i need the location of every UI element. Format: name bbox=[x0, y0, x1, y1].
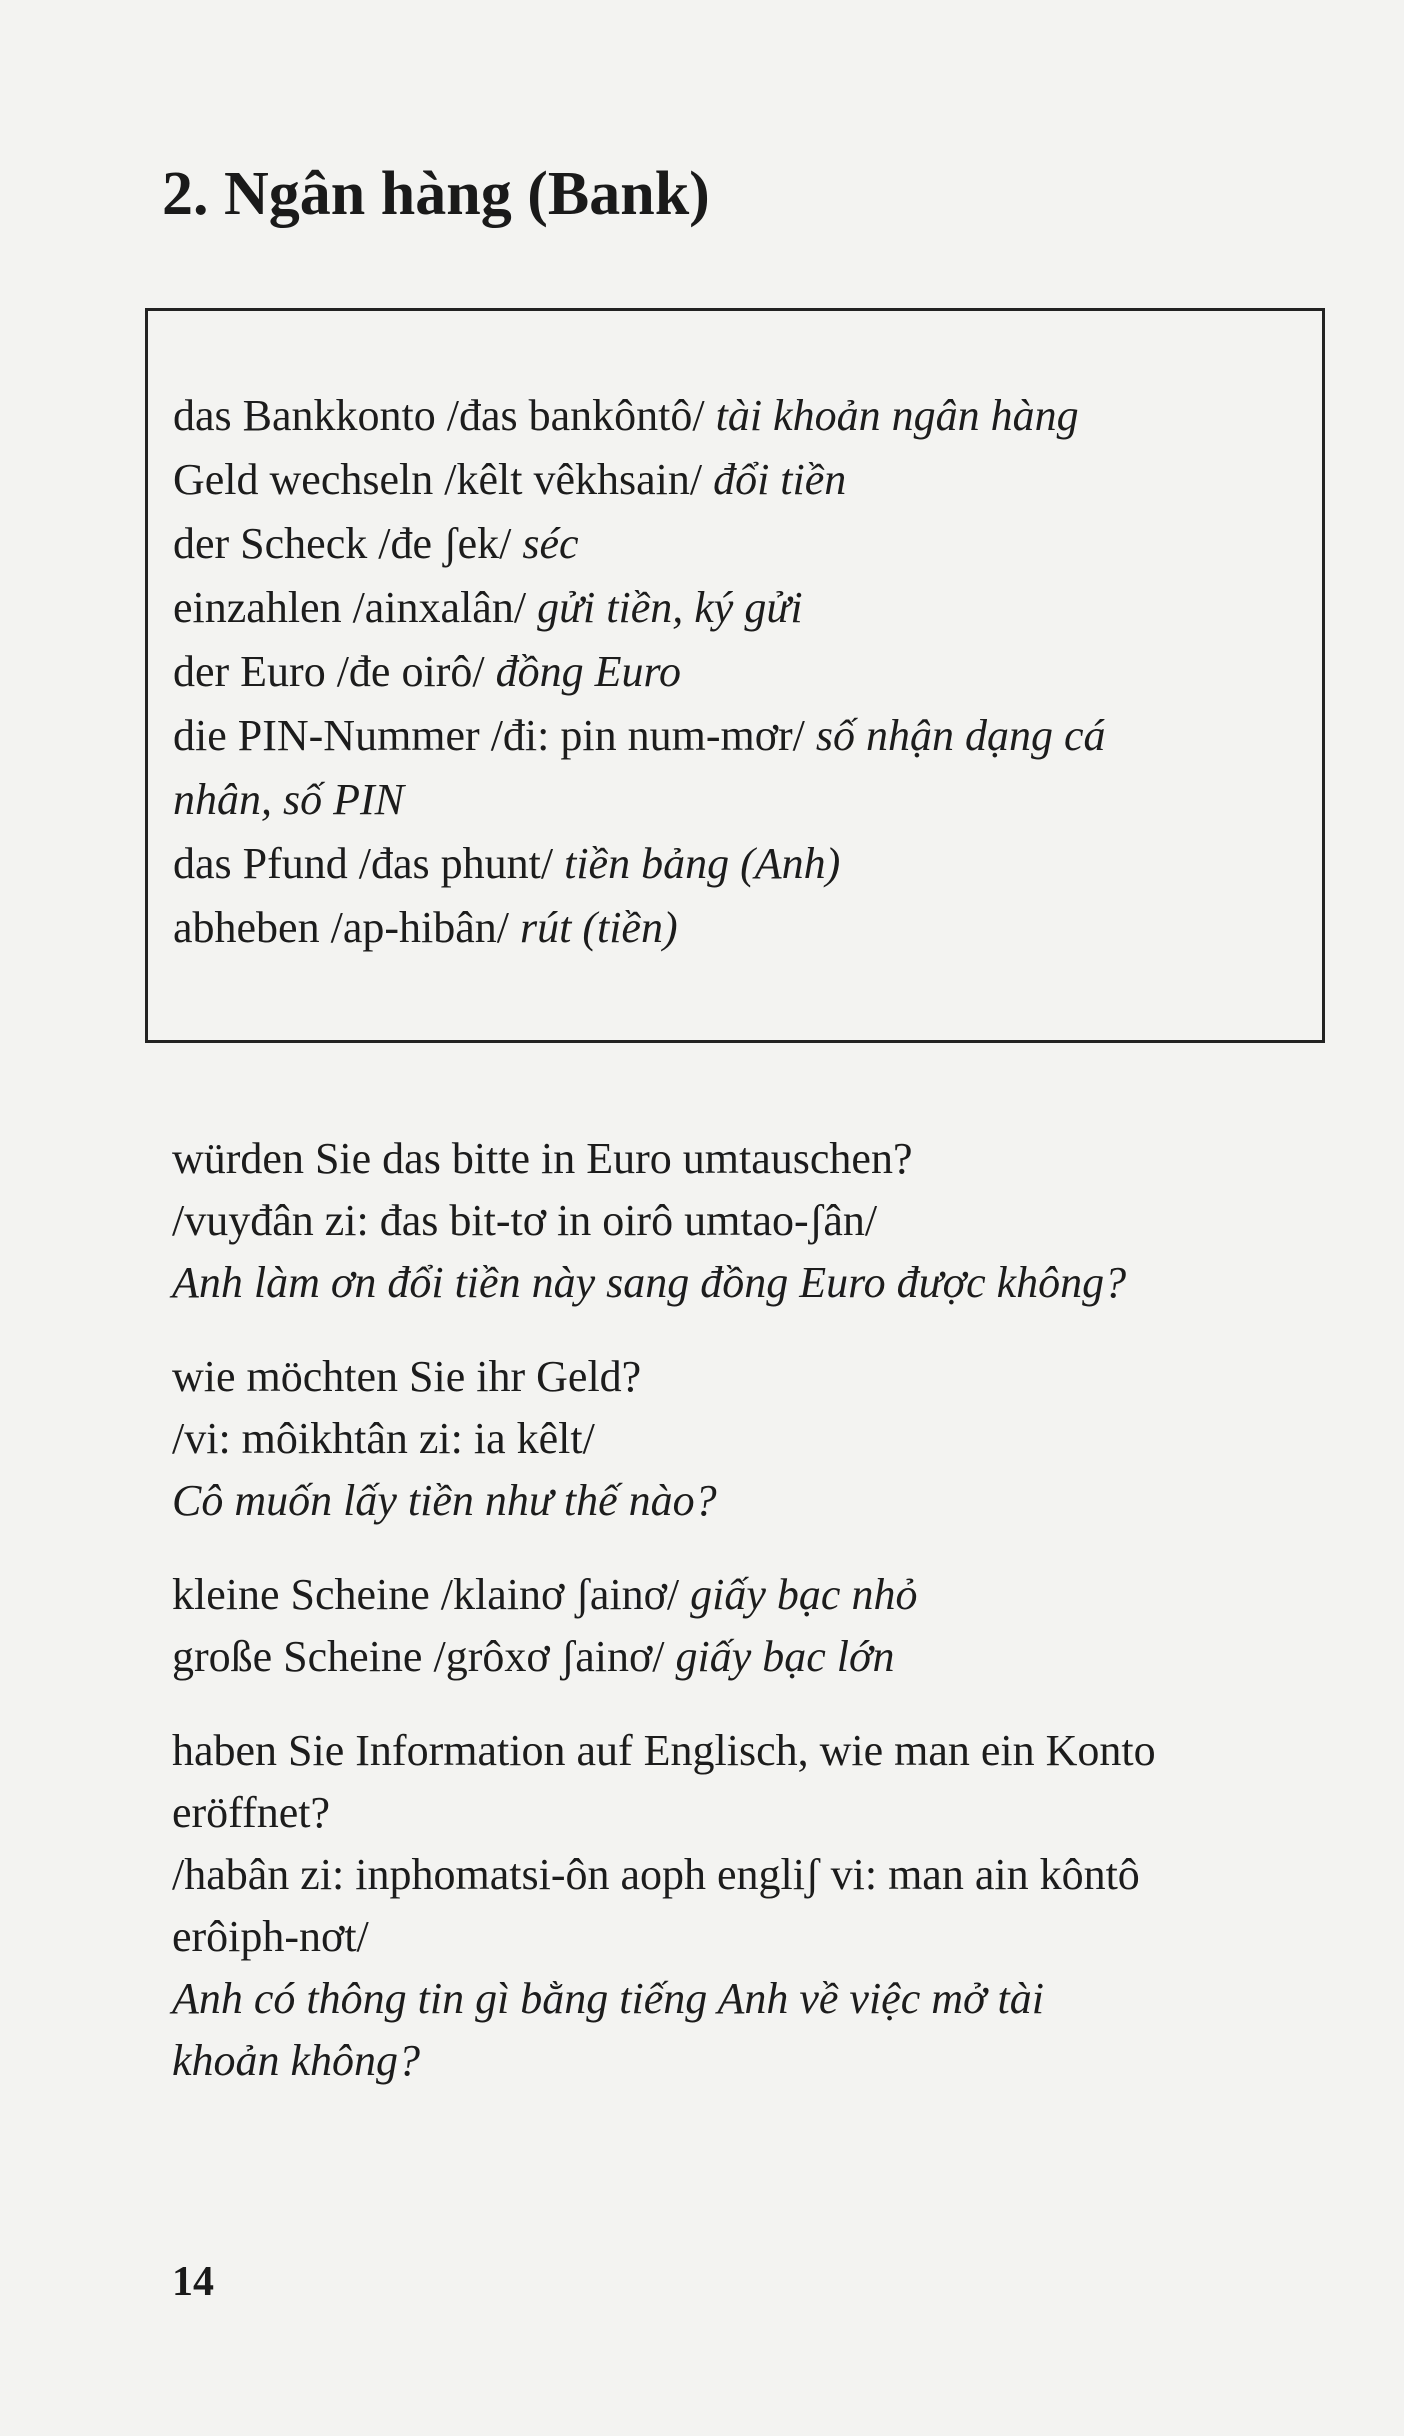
german-sentence: wie möchten Sie ihr Geld? bbox=[172, 1352, 642, 1401]
vocab-entry bbox=[173, 512, 1303, 576]
phrase-account-info bbox=[172, 1720, 1332, 2092]
vocab-entry bbox=[173, 576, 1303, 640]
vocab-meaning: gửi tiền, ký gửi bbox=[537, 583, 803, 632]
vocab-meaning: tiền bảng (Anh) bbox=[564, 839, 841, 888]
pronunciation-continued: erôiph-nơt/ bbox=[172, 1912, 369, 1961]
vietnamese-translation: Anh có thông tin gì bằng tiếng Anh về việc mở tài bbox=[172, 1974, 1044, 2023]
vocab-entry bbox=[173, 448, 1303, 512]
section-heading: 2. Ngân hàng (Bank) bbox=[162, 160, 710, 228]
vocab-term: einzahlen /ainxalân/ bbox=[173, 583, 538, 632]
phrase-notes bbox=[172, 1564, 1332, 1688]
vietnamese-translation: Cô muốn lấy tiền như thế nào? bbox=[172, 1476, 717, 1525]
vocab-meaning: đồng Euro bbox=[495, 647, 681, 696]
phrase-section bbox=[172, 1128, 1332, 2124]
vocab-entry bbox=[173, 896, 1303, 960]
large-notes-line bbox=[172, 1626, 1332, 1688]
vocab-entry bbox=[173, 832, 1303, 896]
german-sentence: haben Sie Information auf Englisch, wie man ein Konto bbox=[172, 1726, 1156, 1775]
vocab-term: der Scheck /đe ʃek/ bbox=[173, 519, 523, 568]
phrase-how-money bbox=[172, 1346, 1332, 1532]
vocab-meaning: đổi tiền bbox=[713, 455, 847, 504]
vocab-meaning-continued: nhân, số PIN bbox=[173, 775, 404, 824]
small-notes-line bbox=[172, 1564, 1332, 1626]
vocabulary-list bbox=[173, 384, 1303, 960]
vocab-meaning: séc bbox=[522, 519, 579, 568]
vocab-term: das Pfund /đas phunt/ bbox=[173, 839, 565, 888]
vocab-entry bbox=[173, 704, 1303, 832]
pronunciation: /habân zi: inphomatsi-ôn aoph engliʃ vi: man ain kôntô bbox=[172, 1850, 1140, 1899]
vocab-meaning: tài khoản ngân hàng bbox=[715, 391, 1079, 440]
page-number: 14 bbox=[172, 2259, 214, 2305]
small-notes-term: kleine Scheine /klainơ ʃainơ/ bbox=[172, 1570, 691, 1619]
vocabulary-box bbox=[145, 308, 1325, 1043]
vocab-term: abheben /ap-hibân/ bbox=[173, 903, 520, 952]
vietnamese-translation: Anh làm ơn đổi tiền này sang đồng Euro được không? bbox=[172, 1258, 1127, 1307]
small-notes-meaning: giấy bạc nhỏ bbox=[690, 1570, 918, 1619]
german-sentence: würden Sie das bitte in Euro umtauschen? bbox=[172, 1134, 913, 1183]
vocab-entry bbox=[173, 640, 1303, 704]
phrase-exchange-euro bbox=[172, 1128, 1332, 1314]
large-notes-term: große Scheine /grôxơ ʃainơ/ bbox=[172, 1632, 676, 1681]
vocab-term: die PIN-Nummer /đi: pin num-mơr/ bbox=[173, 711, 816, 760]
german-sentence-continued: eröffnet? bbox=[172, 1788, 330, 1837]
vocab-term: das Bankkonto /đas bankôntô/ bbox=[173, 391, 716, 440]
vocab-entry bbox=[173, 384, 1303, 448]
pronunciation: /vi: môikhtân zi: ia kêlt/ bbox=[172, 1414, 595, 1463]
vocab-meaning: số nhận dạng cá bbox=[815, 711, 1106, 760]
vocab-term: der Euro /đe oirô/ bbox=[173, 647, 496, 696]
vocab-term: Geld wechseln /kêlt vêkhsain/ bbox=[173, 455, 714, 504]
large-notes-meaning: giấy bạc lớn bbox=[675, 1632, 895, 1681]
pronunciation: /vuyđân zi: đas bit-tơ in oirô umtao-ʃân/ bbox=[172, 1196, 878, 1245]
vietnamese-translation-continued: khoản không? bbox=[172, 2036, 421, 2085]
vocab-meaning: rút (tiền) bbox=[519, 903, 678, 952]
